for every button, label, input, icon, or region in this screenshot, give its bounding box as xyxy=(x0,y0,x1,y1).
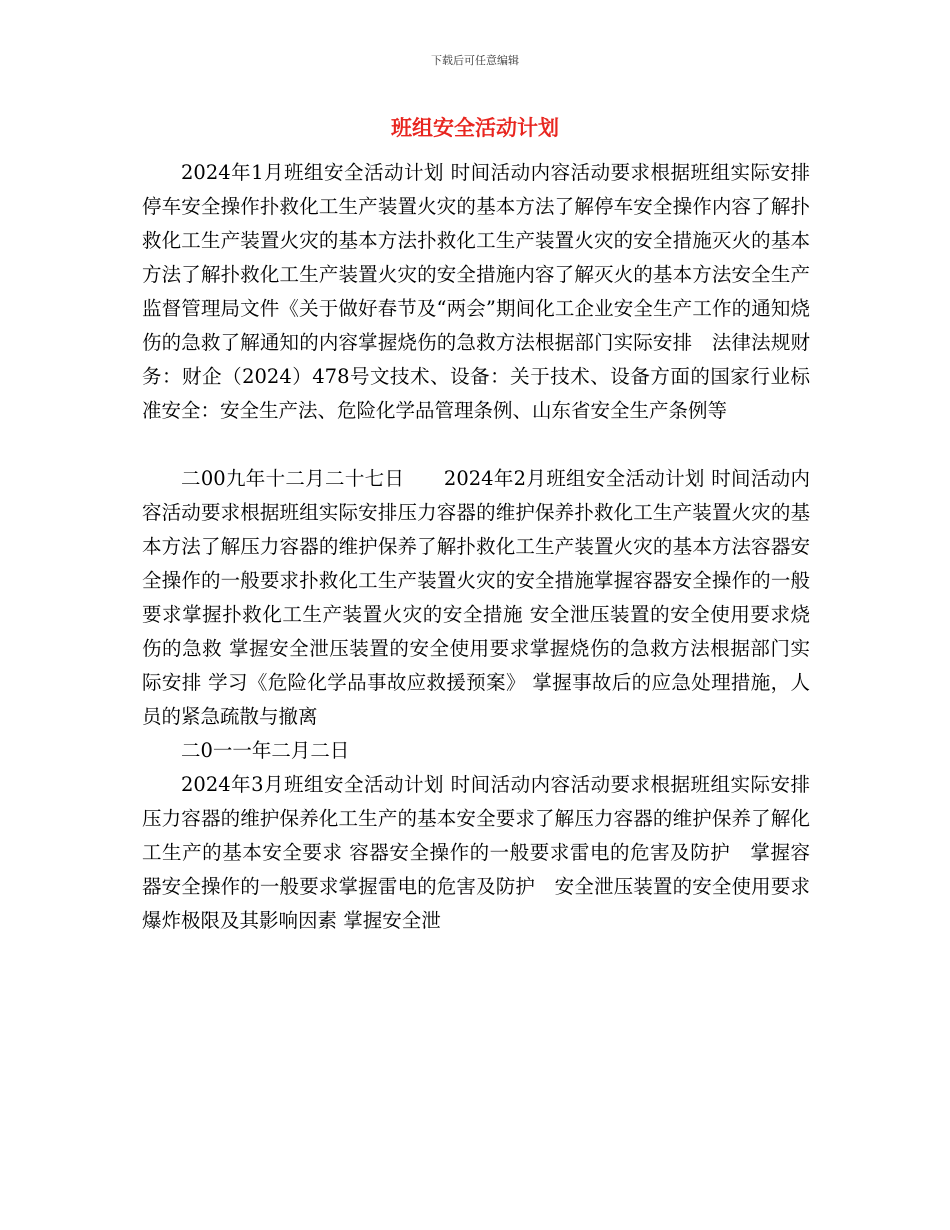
paragraph-january-plan: 2024年1月班组安全活动计划 时间活动内容活动要求根据班组实际安排停车安全操作扑救化工生产装置火灾的基本方法了解停车安全操作内容了解扑救化工生产装置火灾的基本方法扑救化工生产装置火灾的安全措施灭火的基本方法了解扑救化工生产装置火灾的安全措施内容了解灭火的基本方法安全生产监督管理局文件《关于做好春节及“两会”期间化工企业安全生产工作的通知烧伤的急救了解通知的内容掌握烧伤的急救方法根据部门实际安排 法律法规财务：财企（2024）478号文技术、设备：关于技术、设备方面的国家行业标准安全：安全生产法、危险化学品管理条例、山东省安全生产条例等 xyxy=(142,161,810,422)
paragraph-february-plan: 二00九年十二月二十七日 2024年2月班组安全活动计划 时间活动内容活动要求根据班组实际安排压力容器的维护保养扑救化工生产装置火灾的基本方法了解压力容器的维护保养了解扑救化工生产装置火灾的基本方法容器安全操作的一般要求扑救化工生产装置火灾的安全措施掌握容器安全操作的一般要求掌握扑救化工生产装置火灾的安全措施 安全泄压装置的安全使用要求烧伤的急救 掌握安全泄压装置的安全使用要求掌握烧伤的急救方法根据部门实际安排 学习《危险化学品事故应救援预案》 掌握事故后的应急处理措施，人员的紧急疏散与撤离 xyxy=(142,467,810,728)
paragraph-march-plan: 2024年3月班组安全活动计划 时间活动内容活动要求根据班组实际安排 压力容器的维护保养化工生产的基本安全要求了解压力容器的维护保养了解化工生产的基本安全要求 容器安全操作的一般要求雷电的危害及防护 掌握容器安全操作的一般要求掌握雷电的危害及防护 安全泄压装置的安全使用要求爆炸极限及其影响因素 掌握安全泄 xyxy=(142,773,850,932)
paragraph-date: 二0一一年二月二日 xyxy=(181,739,350,762)
header-note: 下载后可任意编辑 xyxy=(431,54,519,67)
document-title: 班组安全活动计划 xyxy=(391,116,559,140)
document-body xyxy=(142,156,850,938)
paragraph-spacer xyxy=(142,428,810,462)
